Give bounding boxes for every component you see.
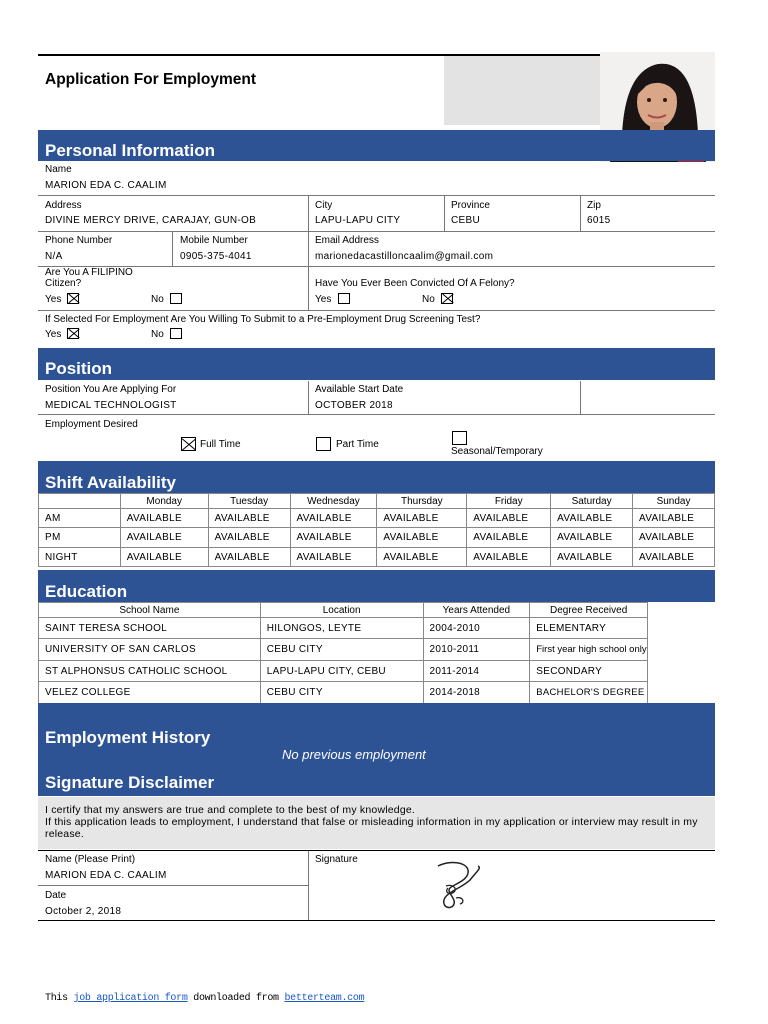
education-degree: ELEMENTARY — [530, 618, 648, 639]
disclaimer-line: I certify that my answers are true and complete to the best of my knowledge. — [45, 804, 416, 816]
header-shade-box — [444, 56, 600, 125]
shift-header-day: Thursday — [377, 494, 467, 509]
city-label: City — [315, 200, 333, 211]
divider — [38, 920, 715, 921]
full-time-label: Full Time — [200, 439, 241, 450]
felony-question: Have You Ever Been Convicted Of A Felony? — [315, 278, 515, 289]
drug-yes-checkbox[interactable] — [67, 328, 79, 339]
page-title: Application For Employment — [45, 71, 256, 88]
divider — [444, 196, 445, 232]
shift-cell: AVAILABLE — [290, 509, 377, 528]
drug-test-question: If Selected For Employment Are You Willing To Submit to a Pre-Employment Drug Screening Test? — [45, 314, 481, 325]
footer-middle: downloaded from — [187, 993, 285, 1004]
shift-row-label: PM — [39, 528, 121, 548]
education-location: CEBU CITY — [260, 639, 423, 661]
zip-value: 6015 — [587, 215, 611, 226]
shift-header-blank — [39, 494, 121, 509]
table-row — [39, 509, 715, 528]
divider — [38, 310, 715, 311]
shift-cell: AVAILABLE — [290, 548, 377, 567]
shift-cell: AVAILABLE — [377, 528, 467, 548]
shift-header-day: Wednesday — [290, 494, 377, 509]
section-education: Education — [38, 570, 715, 602]
drug-yes-label: Yes — [45, 329, 62, 340]
part-time-checkbox[interactable] — [316, 437, 331, 451]
drug-no-label: No — [151, 329, 164, 340]
education-degree: First year high school only — [530, 639, 648, 661]
employment-history-note: No previous employment — [282, 747, 426, 762]
shift-cell: AVAILABLE — [551, 548, 633, 567]
shift-cell: AVAILABLE — [377, 548, 467, 567]
employment-history-title: Employment History — [45, 728, 211, 747]
name-label: Name — [45, 164, 72, 175]
education-location: HILONGOS, LEYTE — [260, 618, 423, 639]
shift-cell: AVAILABLE — [633, 509, 715, 528]
date-label: Date — [45, 890, 67, 901]
city-value: LAPU-LAPU CITY — [315, 215, 401, 226]
disclaimer-line: If this application leads to employment, I understand that false or misleading information in my application or interview may result in my release. — [45, 816, 698, 840]
shift-header-day: Friday — [467, 494, 551, 509]
citizen-question: Are You A FILIPINO — [45, 267, 133, 278]
table-row — [39, 528, 715, 548]
date-value: October 2, 2018 — [45, 906, 122, 917]
education-years: 2011-2014 — [423, 661, 530, 682]
felony-yes-label: Yes — [315, 294, 332, 305]
seasonal-label: Seasonal/Temporary — [451, 446, 543, 457]
print-name-label: Name (Please Print) — [45, 854, 136, 865]
table-row — [39, 661, 648, 682]
mobile-label: Mobile Number — [180, 235, 248, 246]
footer-prefix: This — [45, 993, 74, 1004]
shift-cell: AVAILABLE — [467, 509, 551, 528]
province-label: Province — [451, 200, 490, 211]
divider — [308, 381, 309, 415]
shift-table — [38, 493, 715, 567]
divider — [172, 232, 173, 267]
citizen-no-label: No — [151, 294, 164, 305]
shift-row-label: AM — [39, 509, 121, 528]
citizen-yes-label: Yes — [45, 294, 62, 305]
section-personal-information: Personal Information — [38, 130, 715, 161]
table-row — [39, 639, 648, 661]
divider — [38, 266, 715, 267]
education-location: LAPU-LAPU CITY, CEBU — [260, 661, 423, 682]
shift-cell: AVAILABLE — [633, 548, 715, 567]
seasonal-checkbox[interactable] — [452, 431, 467, 445]
education-school: ST ALPHONSUS CATHOLIC SCHOOL — [39, 661, 261, 682]
table-row — [39, 548, 715, 567]
table-row — [39, 682, 648, 704]
education-location: CEBU CITY — [260, 682, 423, 704]
shift-cell: AVAILABLE — [120, 548, 208, 567]
divider — [580, 381, 581, 415]
felony-no-checkbox[interactable] — [441, 293, 453, 304]
shift-cell: AVAILABLE — [467, 548, 551, 567]
education-school: VELEZ COLLEGE — [39, 682, 261, 704]
citizen-yes-checkbox[interactable] — [67, 293, 79, 304]
shift-cell: AVAILABLE — [377, 509, 467, 528]
divider — [308, 232, 309, 310]
shift-header-day: Tuesday — [208, 494, 290, 509]
footer-note — [45, 993, 364, 1004]
education-school: SAINT TERESA SCHOOL — [39, 618, 261, 639]
shift-cell: AVAILABLE — [120, 509, 208, 528]
divider — [308, 196, 309, 232]
shift-header-day: Sunday — [633, 494, 715, 509]
start-date-value: OCTOBER 2018 — [315, 400, 393, 411]
shift-cell: AVAILABLE — [290, 528, 377, 548]
shift-cell: AVAILABLE — [120, 528, 208, 548]
divider — [38, 414, 715, 415]
full-time-checkbox[interactable] — [181, 437, 196, 451]
drug-no-checkbox[interactable] — [170, 328, 182, 339]
section-position: Position — [38, 348, 715, 380]
shift-cell: AVAILABLE — [208, 548, 290, 567]
shift-cell: AVAILABLE — [551, 528, 633, 548]
divider — [580, 196, 581, 232]
divider — [308, 851, 309, 920]
address-value: DIVINE MERCY DRIVE, CARAJAY, GUN-OB — [45, 215, 257, 226]
section-shift-availability: Shift Availability — [38, 461, 715, 493]
phone-label: Phone Number — [45, 235, 113, 246]
divider — [38, 195, 715, 196]
education-header-degree: Degree Received — [530, 603, 648, 618]
education-years: 2014-2018 — [423, 682, 530, 704]
disclaimer-text — [38, 797, 715, 849]
education-degree: BACHELOR'S DEGREE — [530, 682, 648, 704]
start-date-label: Available Start Date — [315, 384, 404, 395]
email-label: Email Address — [315, 235, 379, 246]
zip-label: Zip — [587, 200, 601, 211]
divider — [38, 885, 308, 886]
email-value: marionedacastilloncaalim@gmail.com — [315, 251, 494, 262]
shift-row-label: NIGHT — [39, 548, 121, 567]
shift-cell: AVAILABLE — [633, 528, 715, 548]
education-school: UNIVERSITY OF SAN CARLOS — [39, 639, 261, 661]
table-row — [39, 618, 648, 639]
education-years: 2004-2010 — [423, 618, 530, 639]
print-name-value: MARION EDA C. CAALIM — [45, 870, 167, 881]
education-years: 2010-2011 — [423, 639, 530, 661]
shift-cell: AVAILABLE — [467, 528, 551, 548]
citizen-question-cont: Citizen? — [45, 278, 82, 289]
citizen-no-checkbox[interactable] — [170, 293, 182, 304]
education-header-location: Location — [260, 603, 423, 618]
education-header-years: Years Attended — [423, 603, 530, 618]
phone-value: N/A — [45, 251, 63, 262]
education-header-school: School Name — [39, 603, 261, 618]
signature-image — [410, 858, 505, 916]
education-table — [38, 602, 648, 704]
employment-desired-label: Employment Desired — [45, 419, 138, 430]
address-label: Address — [45, 200, 82, 211]
mobile-value: 0905-375-4041 — [180, 251, 252, 262]
signature-label: Signature — [315, 854, 358, 865]
shift-header-day: Monday — [120, 494, 208, 509]
shift-cell: AVAILABLE — [551, 509, 633, 528]
shift-header-day: Saturday — [551, 494, 633, 509]
divider — [38, 850, 715, 851]
education-degree: SECONDARY — [530, 661, 648, 682]
job-application-form-link[interactable]: job application form — [73, 993, 188, 1004]
divider — [38, 231, 715, 232]
felony-yes-checkbox[interactable] — [338, 293, 350, 304]
name-value: MARION EDA C. CAALIM — [45, 180, 167, 191]
shift-cell: AVAILABLE — [208, 509, 290, 528]
province-value: CEBU — [451, 215, 480, 226]
part-time-label: Part Time — [336, 439, 379, 450]
position-applying-label: Position You Are Applying For — [45, 384, 177, 395]
position-applying-value: MEDICAL TECHNOLOGIST — [45, 400, 177, 411]
section-signature-disclaimer: Signature Disclaimer — [38, 765, 715, 796]
betterteam-link[interactable]: betterteam.com — [284, 993, 365, 1004]
felony-no-label: No — [422, 294, 435, 305]
shift-cell: AVAILABLE — [208, 528, 290, 548]
